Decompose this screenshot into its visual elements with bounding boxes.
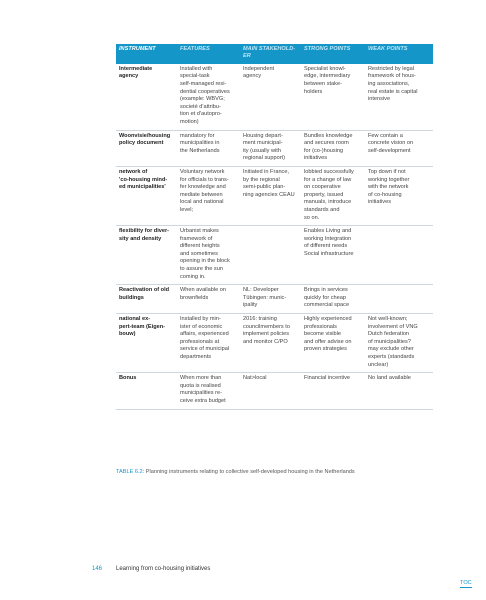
cell-instrument: Bonus [116,373,177,409]
cell-main-stakeholder: 2016: training councilmembers to implement policies and monitor C/PO [240,314,301,373]
table-row [116,226,433,285]
cell-features: Installed by min- ister of economic affairs, experienced professionals at service of municipal departments [177,314,240,373]
cell-features: mandatory for municipalities in the Netherlands [177,130,240,166]
header-features: FEATURES [177,44,240,64]
cell-main-stakeholder: Nat>local [240,373,301,409]
cell-main-stakeholder: Initiated in France, by the regional semi-public plan- ning agencies CEAU [240,166,301,225]
table-row [116,166,433,225]
caption-label: TABLE 6.2 [116,469,143,475]
table-body [116,64,433,409]
header-main-stakeholder: MAIN STAKEHOLD- ER [240,44,301,64]
cell-instrument: Intermediate agency [116,64,177,130]
table-row [116,130,433,166]
cell-features: When more than quota is realised municipalities re- ceive extra budget [177,373,240,409]
table-row [116,285,433,314]
cell-weak-points: No land available [365,373,433,409]
cell-strong-points: Highly experienced professionals become visible and offer advise on proven strategies [301,314,365,373]
cell-strong-points: Enables Living and working Integration of different needs Social infrastructure [301,226,365,285]
cell-weak-points [365,285,433,314]
table-row [116,314,433,373]
running-title: Learning from co-housing initiatives [116,566,211,572]
instruments-table [116,44,433,410]
cell-main-stakeholder [240,226,301,285]
header-instrument: INSTRUMENT [116,44,177,64]
header-strong-points: STRONG POINTS [301,44,365,64]
cell-features: Urbanist makes framework of different heights and sometimes opening in the block to assure the sun coming in. [177,226,240,285]
cell-strong-points: Financial incentive [301,373,365,409]
table-caption: TABLE 6.2: Planning instruments relating to collective self-developed housing in the Netherlands [116,469,355,475]
cell-strong-points: Specialist knowl- edge, intermediary between stake- holders [301,64,365,130]
table-header-row [116,44,433,64]
cell-strong-points: Bundles knowledge and secures room for (co-)housing initiatives [301,130,365,166]
cell-main-stakeholder: Independent agency [240,64,301,130]
cell-instrument: national ex- pert-team (Eigen- bouw) [116,314,177,373]
table-row [116,373,433,409]
cell-weak-points: Restricted by legal framework of hous- ing associations, real estate is capital intensive [365,64,433,130]
cell-weak-points: Not well-known; involvement of VNG Dutch federation of municipalities? may exclude other experts (standards unclear) [365,314,433,373]
cell-instrument: flexibility for diver- sity and density [116,226,177,285]
cell-strong-points: Brings in services quickly for cheap commercial space [301,285,365,314]
cell-instrument: Reactivation of old buildings [116,285,177,314]
instruments-table-wrapper [116,44,433,410]
page-number: 146 [92,566,103,572]
cell-main-stakeholder: Housing depart- ment municipal- ity (usually with regional support) [240,130,301,166]
cell-weak-points [365,226,433,285]
cell-instrument: Woonvisie/housing policy document [116,130,177,166]
caption-text: Planning instruments relating to collective self-developed housing in the Netherlands [145,469,355,475]
cell-features: Installed with special-task self-managed resi- dential cooperatives (example: WBVG; societé d'attribu- tion et d'autopro- motion) [177,64,240,130]
toc-link[interactable]: TOC [460,580,472,586]
cell-instrument: network of 'co-housing mind- ed municipalities' [116,166,177,225]
header-weak-points: WEAK POINTS [365,44,433,64]
cell-features: When available on brownfields [177,285,240,314]
cell-strong-points: lobbied successfully for a change of law on cooperative property, issued manuals, introduce standards and so on. [301,166,365,225]
cell-main-stakeholder: NL: Developer Tübingen: munic- ipality [240,285,301,314]
cell-features: Voluntary network for officials to trans- fer knowledge and mediate between local and national level; [177,166,240,225]
cell-weak-points: Few contain a concrete vision on self-development [365,130,433,166]
table-row [116,64,433,130]
cell-weak-points: Top down if not working together with the network of co-housing initiatives [365,166,433,225]
